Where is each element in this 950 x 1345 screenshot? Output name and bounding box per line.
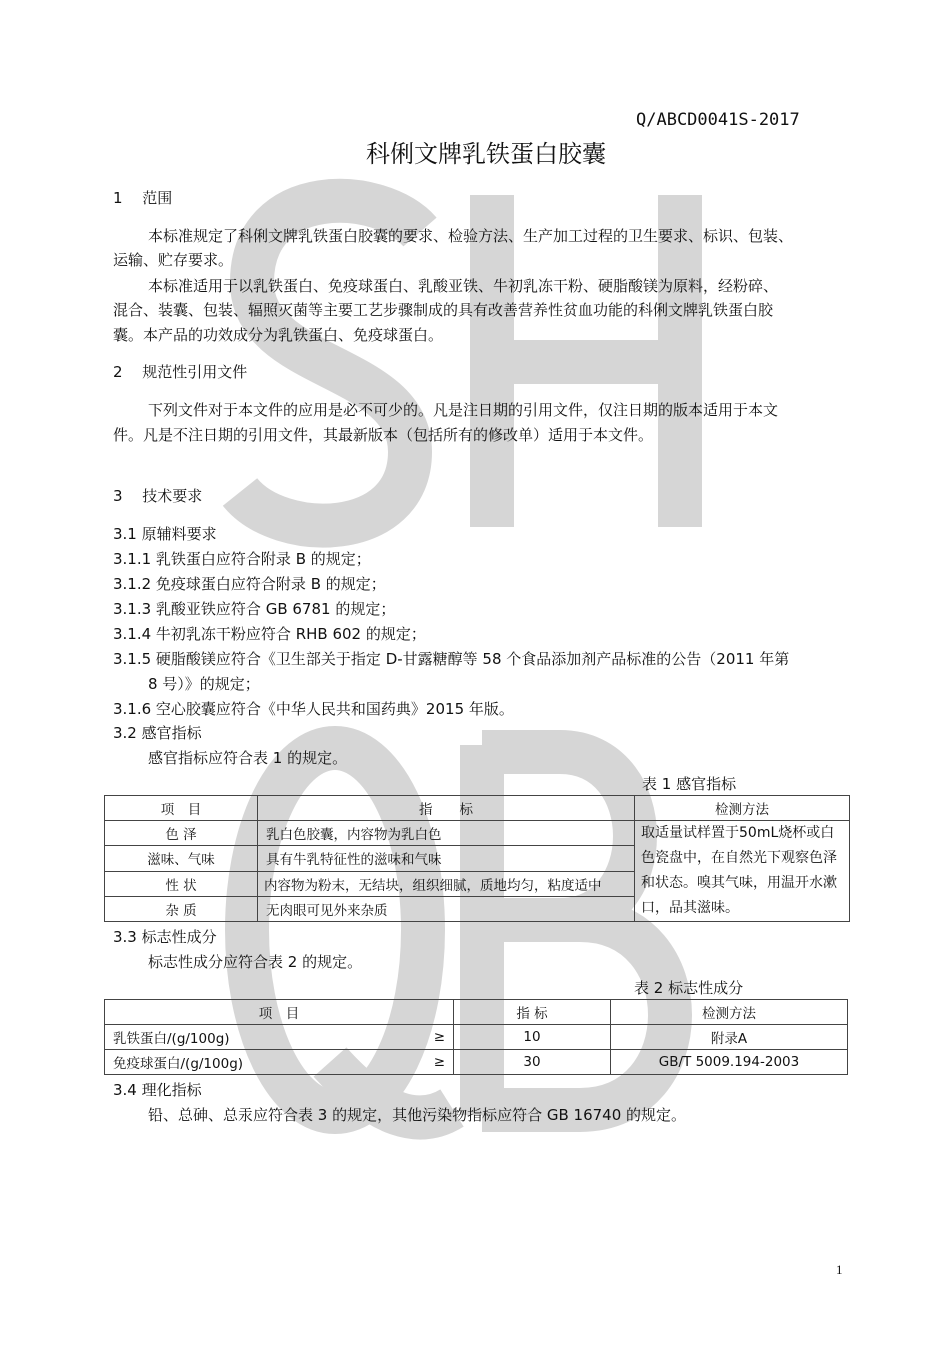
table-cell: 附录A bbox=[611, 1025, 848, 1050]
subsection-heading: 3.3 标志性成分 bbox=[113, 928, 217, 946]
header-cell: 指 标 bbox=[258, 796, 635, 821]
document-title: 科俐文牌乳铁蛋白胶囊 bbox=[366, 140, 606, 168]
table-row bbox=[105, 821, 850, 846]
subsection-heading: 3.4 理化指标 bbox=[113, 1081, 202, 1099]
table-cell: 色 泽 bbox=[105, 821, 258, 846]
watermark-letter-s bbox=[240, 201, 420, 526]
method-cell: 取适量试样置于50mL烧杯或白色瓷盘中，在自然光下观察色泽和状态。嗅其气味，用温开水漱口，品其滋味。 bbox=[635, 821, 850, 922]
table-row bbox=[105, 1025, 848, 1050]
header-cell: 检测方法 bbox=[635, 796, 850, 821]
table-cell: 性 状 bbox=[105, 871, 258, 896]
header-cell: 项 目 bbox=[105, 1000, 454, 1025]
clause-line: 3.1.6 空心胶囊应符合《中华人民共和国药典》2015 年版。 bbox=[113, 700, 514, 718]
paragraph-line: 本标准规定了科俐文牌乳铁蛋白胶囊的要求、检验方法、生产加工过程的卫生要求、标识、包装、 bbox=[148, 227, 794, 245]
table-cell: 具有牛乳特征性的滋味和气味 bbox=[258, 846, 635, 871]
clause-line: 3.1.1 乳铁蛋白应符合附录 B 的规定； bbox=[113, 550, 371, 568]
table-header-row bbox=[105, 1000, 848, 1025]
table-cell: 10 bbox=[454, 1025, 611, 1050]
paragraph-line: 运输、贮存要求。 bbox=[113, 251, 234, 269]
paragraph-line: 铅、总砷、总汞应符合表 3 的规定，其他污染物指标应符合 GB 16740 的规定。 bbox=[148, 1106, 687, 1124]
page-number: 1 bbox=[836, 1262, 843, 1277]
table-header-row bbox=[105, 796, 850, 821]
table-cell: 30 bbox=[454, 1050, 611, 1075]
subsection-heading: 3.2 感官指标 bbox=[113, 724, 202, 742]
paragraph-line: 混合、装囊、包装、辐照灭菌等主要工艺步骤制成的具有改善营养性贫血功能的科俐文牌乳铁蛋白胶 bbox=[113, 301, 774, 319]
section-heading: 2 规范性引用文件 bbox=[113, 363, 248, 381]
table-cell: 内容物为粉末，无结块，组织细腻，质地均匀，粘度适中 bbox=[258, 871, 635, 896]
table-cell: 杂 质 bbox=[105, 896, 258, 921]
document-code: Q/ABCD0041S-2017 bbox=[636, 110, 800, 130]
header-cell: 项 目 bbox=[105, 796, 258, 821]
table1-caption: 表 1 感官指标 bbox=[642, 775, 737, 793]
table-cell: GB/T 5009.194-2003 bbox=[611, 1050, 848, 1075]
subsection-heading: 3.1 原辅料要求 bbox=[113, 525, 217, 543]
sensory-table bbox=[104, 795, 850, 922]
paragraph-line: 件。凡是不注日期的引用文件，其最新版本（包括所有的修改单）适用于本文件。 bbox=[113, 426, 654, 444]
table-cell: 免疫球蛋白/(g/100g) bbox=[105, 1050, 426, 1075]
header-cell: 检测方法 bbox=[611, 1000, 848, 1025]
table-cell: ≥ bbox=[426, 1050, 454, 1075]
clause-line: 3.1.5 硬脂酸镁应符合《卫生部关于指定 D-甘露糖醇等 58 个食品添加剂产品标准的公告（2011 年第 bbox=[113, 650, 790, 668]
table2-caption: 表 2 标志性成分 bbox=[634, 979, 744, 997]
paragraph-line: 标志性成分应符合表 2 的规定。 bbox=[148, 953, 363, 971]
paragraph-line: 本标准适用于以乳铁蛋白、免疫球蛋白、乳酸亚铁、牛初乳冻干粉、硬脂酸镁为原料，经粉碎、 bbox=[148, 277, 779, 295]
paragraph-line: 囊。本产品的功效成分为乳铁蛋白、免疫球蛋白。 bbox=[113, 326, 444, 344]
table-row bbox=[105, 1050, 848, 1075]
table-cell: 乳白色胶囊，内容物为乳白色 bbox=[258, 821, 635, 846]
table-cell: ≥ bbox=[426, 1025, 454, 1050]
marker-table bbox=[104, 999, 848, 1075]
clause-line: 8 号）》的规定； bbox=[148, 675, 260, 693]
section-heading: 3 技术要求 bbox=[113, 487, 203, 505]
header-cell: 指 标 bbox=[454, 1000, 611, 1025]
paragraph-line: 感官指标应符合表 1 的规定。 bbox=[148, 749, 348, 767]
section-heading: 1 范围 bbox=[113, 189, 173, 207]
clause-line: 3.1.2 免疫球蛋白应符合附录 B 的规定； bbox=[113, 575, 386, 593]
table-cell: 无肉眼可见外来杂质 bbox=[258, 896, 635, 921]
clause-line: 3.1.3 乳酸亚铁应符合 GB 6781 的规定； bbox=[113, 600, 396, 618]
clause-line: 3.1.4 牛初乳冻干粉应符合 RHB 602 的规定； bbox=[113, 625, 426, 643]
table-cell: 乳铁蛋白/(g/100g) bbox=[105, 1025, 426, 1050]
table-cell: 滋味、气味 bbox=[105, 846, 258, 871]
paragraph-line: 下列文件对于本文件的应用是必不可少的。凡是注日期的引用文件，仅注日期的版本适用于本文 bbox=[148, 401, 779, 419]
